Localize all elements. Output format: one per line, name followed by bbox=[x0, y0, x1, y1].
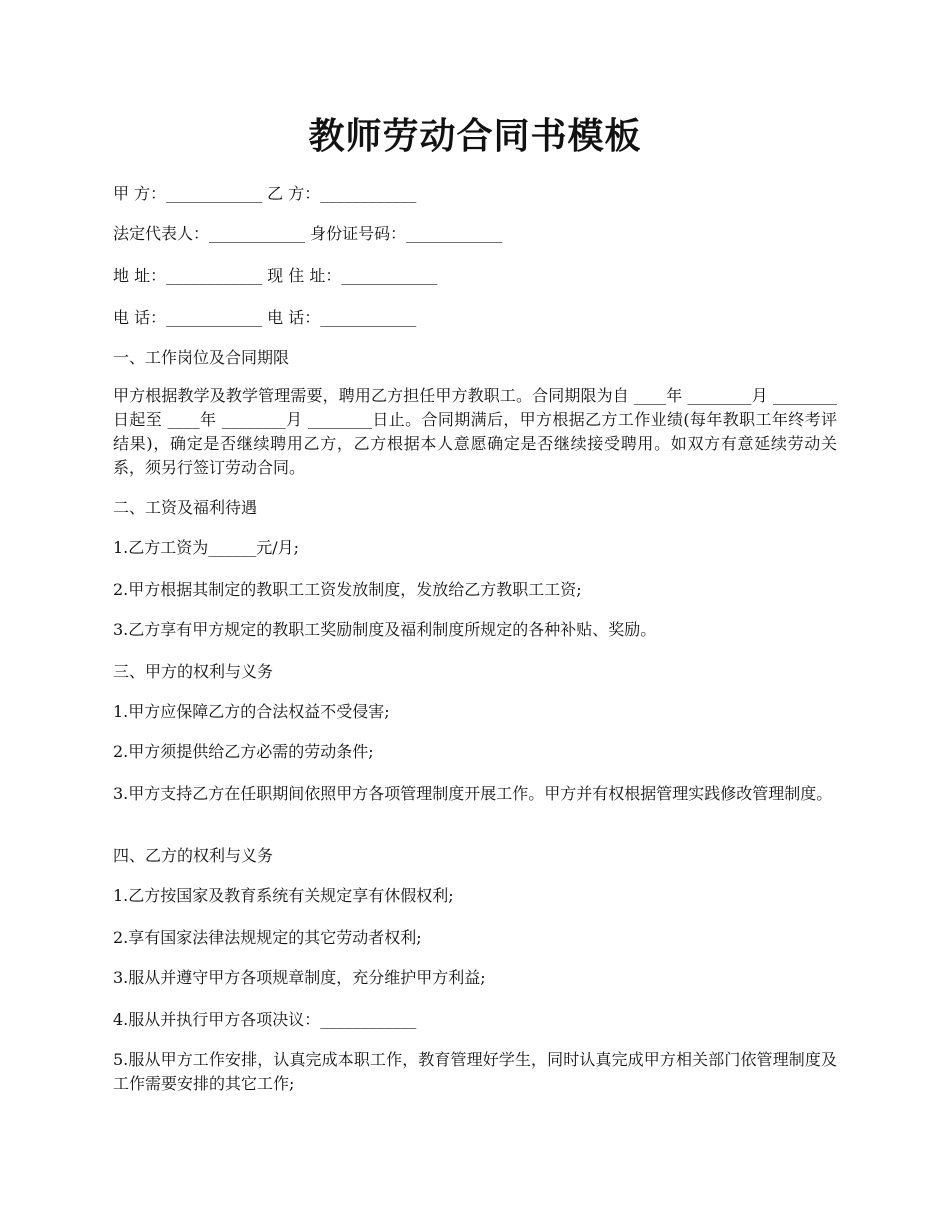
document-title: 教师劳动合同书模板 bbox=[308, 115, 642, 157]
clause-item: 5.服从甲方工作安排，认真完成本职工作，教育管理好学生，同时认真完成甲方相关部门依管理制度及工作需要安排的其它工作; bbox=[113, 1050, 837, 1093]
representative-id-line: 法定代表人：____________ 身份证号码：____________ bbox=[113, 224, 503, 243]
section-heading: 二、工资及福利待遇 bbox=[113, 498, 258, 517]
section-heading: 一、工作岗位及合同期限 bbox=[113, 348, 290, 367]
section-paragraph: 甲方根据教学及教学管理需要，聘用乙方担任甲方教职工。合同期限为自 ____年 ________月 ________日起至 ____年 ________月 ________日止。合同期满后，甲方根据乙方工作业绩(每年教职工年终考评结果)，确定是否继续聘用乙方，乙方根据本人意愿确定是否继续接受聘用。如双方有意延续劳动关系，须另行签订劳动合同。 bbox=[113, 386, 837, 477]
clause-item: 2.甲方根据其制定的教职工工资发放制度，发放给乙方教职工工资; bbox=[113, 580, 582, 599]
party-names-line: 甲 方：____________ 乙 方：____________ bbox=[113, 184, 417, 203]
section-heading: 四、乙方的权利与义务 bbox=[113, 846, 274, 865]
clause-item: 3.乙方享有甲方规定的教职工奖励制度及福利制度所规定的各种补贴、奖励。 bbox=[113, 620, 657, 639]
clause-item: 3.服从并遵守甲方各项规章制度，充分维护甲方利益; bbox=[113, 968, 486, 987]
section-heading: 三、甲方的权利与义务 bbox=[113, 662, 274, 681]
phone-line: 电 话：____________ 电 话：____________ bbox=[113, 308, 417, 327]
clause-item: 2.甲方须提供给乙方必需的劳动条件; bbox=[113, 742, 374, 761]
clause-item: 1.乙方按国家及教育系统有关规定享有休假权利; bbox=[113, 886, 454, 905]
clause-item: 2.享有国家法律法规规定的其它劳动者权利; bbox=[113, 928, 422, 947]
clause-item: 4.服从并执行甲方各项决议：____________ bbox=[113, 1010, 417, 1029]
clause-item: 3.甲方支持乙方在任职期间依照甲方各项管理制度开展工作。甲方并有权根据管理实践修改管理制度。 bbox=[113, 784, 833, 803]
address-line: 地 址：____________ 现 住 址：____________ bbox=[113, 266, 438, 285]
clause-item: 1.甲方应保障乙方的合法权益不受侵害; bbox=[113, 702, 390, 721]
clause-item: 1.乙方工资为______元/月; bbox=[113, 538, 300, 557]
